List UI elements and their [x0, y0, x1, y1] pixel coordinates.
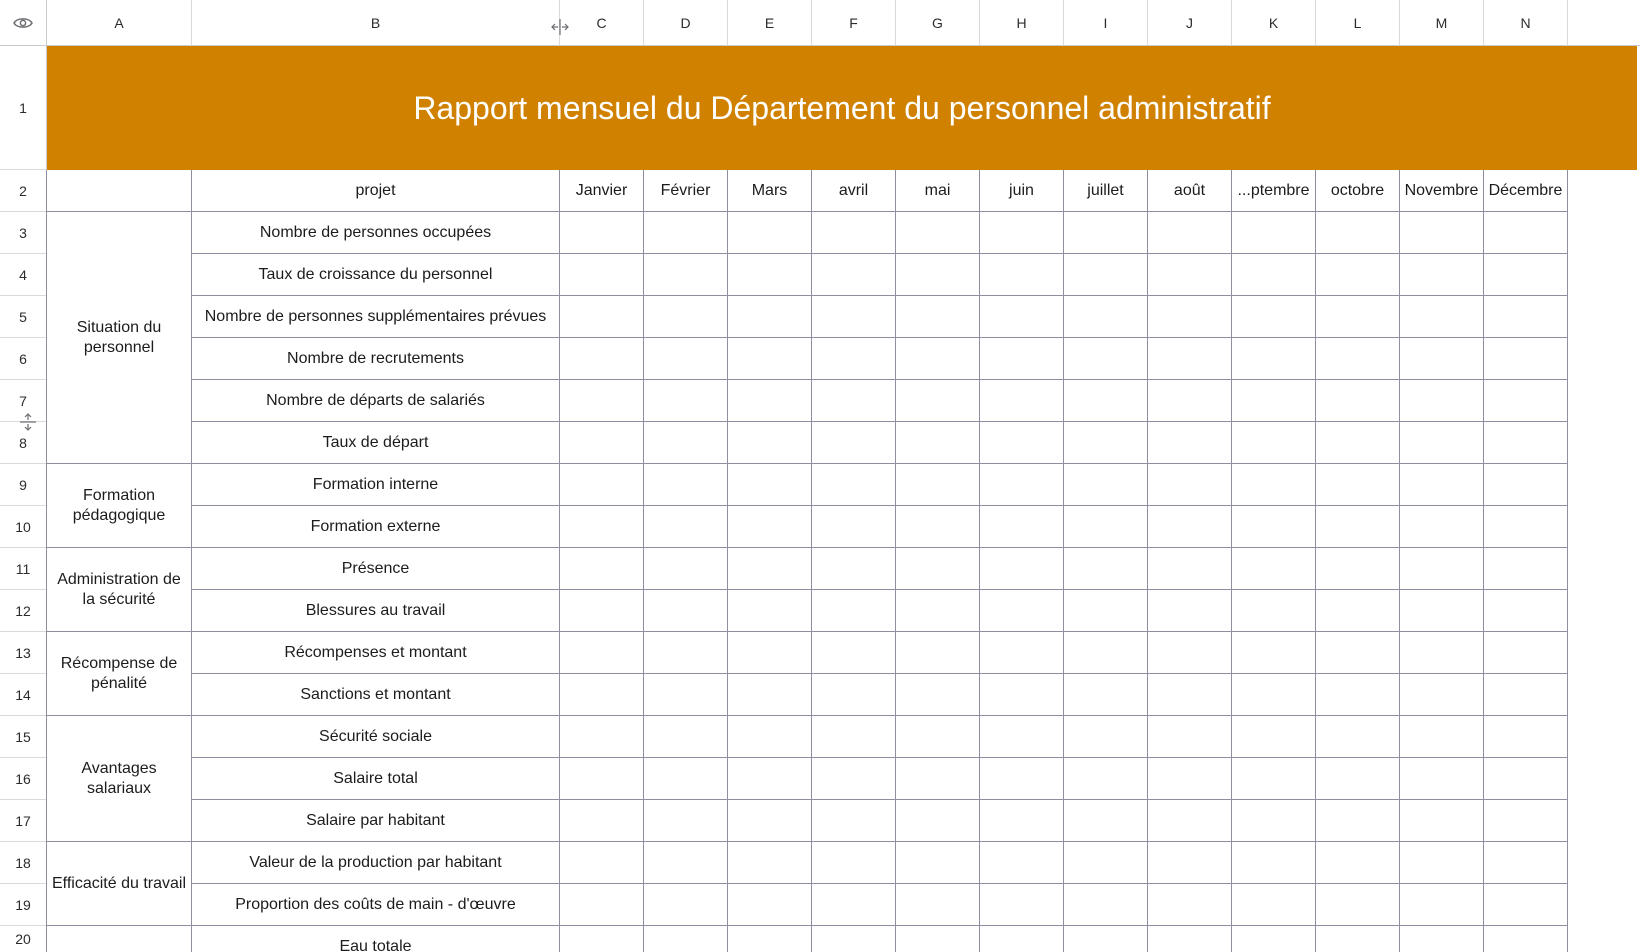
data-cell[interactable]: [1484, 212, 1568, 254]
column-header-i[interactable]: I: [1064, 0, 1148, 46]
data-cell[interactable]: [980, 590, 1064, 632]
data-cell[interactable]: [896, 716, 980, 758]
data-cell[interactable]: [812, 842, 896, 884]
cell-month-juillet[interactable]: juillet: [1064, 170, 1148, 212]
row-header-8[interactable]: 8: [0, 422, 47, 464]
data-cell[interactable]: [1232, 338, 1316, 380]
data-cell[interactable]: [1232, 716, 1316, 758]
data-cell[interactable]: [896, 632, 980, 674]
data-cell[interactable]: [1484, 758, 1568, 800]
column-header-m[interactable]: M: [1400, 0, 1484, 46]
column-header-b[interactable]: B: [192, 0, 560, 46]
data-cell[interactable]: [1484, 380, 1568, 422]
data-cell[interactable]: [728, 548, 812, 590]
row-header-10[interactable]: 10: [0, 506, 47, 548]
data-cell[interactable]: [896, 506, 980, 548]
data-cell[interactable]: [896, 422, 980, 464]
data-cell[interactable]: [560, 674, 644, 716]
row-header-4[interactable]: 4: [0, 254, 47, 296]
data-cell[interactable]: [980, 254, 1064, 296]
data-cell[interactable]: [1064, 674, 1148, 716]
data-cell[interactable]: [1148, 380, 1232, 422]
column-header-e[interactable]: E: [728, 0, 812, 46]
data-cell[interactable]: [560, 800, 644, 842]
column-header-filler: [1568, 0, 1640, 46]
data-cell[interactable]: [980, 506, 1064, 548]
data-cell[interactable]: [812, 632, 896, 674]
item-cell[interactable]: Salaire par habitant: [192, 800, 560, 842]
row-header-7[interactable]: 7: [0, 380, 47, 422]
data-cell[interactable]: [1064, 842, 1148, 884]
data-cell[interactable]: [1400, 338, 1484, 380]
data-cell[interactable]: [812, 464, 896, 506]
data-cell[interactable]: [896, 212, 980, 254]
data-cell[interactable]: [1148, 758, 1232, 800]
data-cell[interactable]: [1064, 212, 1148, 254]
data-cell[interactable]: [1232, 590, 1316, 632]
column-header-k[interactable]: K: [1232, 0, 1316, 46]
data-cell[interactable]: [1400, 758, 1484, 800]
data-cell[interactable]: [812, 296, 896, 338]
data-cell[interactable]: [560, 212, 644, 254]
row-header-9[interactable]: 9: [0, 464, 47, 506]
data-cell[interactable]: [728, 338, 812, 380]
data-cell[interactable]: [560, 254, 644, 296]
data-cell[interactable]: [1232, 296, 1316, 338]
data-cell[interactable]: [812, 380, 896, 422]
data-cell[interactable]: [812, 884, 896, 926]
group-cell-securite[interactable]: Administration de la sécurité: [47, 548, 192, 632]
data-cell[interactable]: [896, 338, 980, 380]
data-cell[interactable]: [1400, 632, 1484, 674]
data-cell[interactable]: [644, 548, 728, 590]
data-cell[interactable]: [980, 422, 1064, 464]
data-cell[interactable]: [1064, 548, 1148, 590]
data-cell[interactable]: [1232, 674, 1316, 716]
data-cell[interactable]: [812, 254, 896, 296]
data-cell[interactable]: [1316, 254, 1400, 296]
data-cell[interactable]: [1148, 422, 1232, 464]
item-cell[interactable]: Récompenses et montant: [192, 632, 560, 674]
group-cell-formation[interactable]: Formation pédagogique: [47, 464, 192, 548]
row-header-19[interactable]: 19: [0, 884, 47, 926]
group-cell-recompense[interactable]: Récompense de pénalité: [47, 632, 192, 716]
data-cell[interactable]: [1232, 842, 1316, 884]
data-cell[interactable]: [980, 674, 1064, 716]
item-cell[interactable]: Sanctions et montant: [192, 674, 560, 716]
data-cell[interactable]: [1316, 758, 1400, 800]
cell-month-septembre[interactable]: ...ptembre: [1232, 170, 1316, 212]
data-cell[interactable]: [812, 758, 896, 800]
data-cell[interactable]: [1064, 716, 1148, 758]
data-cell[interactable]: [644, 800, 728, 842]
data-cell[interactable]: [644, 590, 728, 632]
data-cell[interactable]: [560, 548, 644, 590]
data-cell[interactable]: [980, 296, 1064, 338]
data-cell[interactable]: [1064, 338, 1148, 380]
data-cell[interactable]: [1484, 926, 1568, 952]
data-cell[interactable]: [644, 884, 728, 926]
data-cell[interactable]: [1316, 926, 1400, 952]
data-cell[interactable]: [1064, 800, 1148, 842]
data-cell[interactable]: [1484, 884, 1568, 926]
data-cell[interactable]: [1064, 590, 1148, 632]
data-cell[interactable]: [1148, 254, 1232, 296]
item-cell[interactable]: Proportion des coûts de main - d'œuvre: [192, 884, 560, 926]
column-header-c[interactable]: C: [560, 0, 644, 46]
row-header-13[interactable]: 13: [0, 632, 47, 674]
column-header-f[interactable]: F: [812, 0, 896, 46]
data-cell[interactable]: [644, 464, 728, 506]
data-cell[interactable]: [728, 758, 812, 800]
data-cell[interactable]: [728, 590, 812, 632]
data-cell[interactable]: [644, 632, 728, 674]
data-cell[interactable]: [896, 380, 980, 422]
data-cell[interactable]: [1316, 212, 1400, 254]
data-cell[interactable]: [560, 716, 644, 758]
data-cell[interactable]: [1148, 212, 1232, 254]
item-cell[interactable]: Blessures au travail: [192, 590, 560, 632]
cell-month-juin[interactable]: juin: [980, 170, 1064, 212]
data-cell[interactable]: [560, 296, 644, 338]
data-cell[interactable]: [896, 800, 980, 842]
item-cell[interactable]: Eau totale: [192, 926, 560, 952]
data-cell[interactable]: [1316, 506, 1400, 548]
row-resize-icon[interactable]: [16, 411, 40, 433]
cell-month-avril[interactable]: avril: [812, 170, 896, 212]
data-cell[interactable]: [1232, 926, 1316, 952]
data-cell[interactable]: [1400, 674, 1484, 716]
data-cell[interactable]: [980, 380, 1064, 422]
data-cell[interactable]: [1232, 380, 1316, 422]
data-cell[interactable]: [1148, 506, 1232, 548]
data-cell[interactable]: [728, 926, 812, 952]
data-cell[interactable]: [1316, 338, 1400, 380]
data-cell[interactable]: [1400, 926, 1484, 952]
row-header-6[interactable]: 6: [0, 338, 47, 380]
data-cell[interactable]: [560, 842, 644, 884]
data-cell[interactable]: [1400, 212, 1484, 254]
data-cell[interactable]: [1316, 842, 1400, 884]
data-cell[interactable]: [1148, 632, 1232, 674]
data-cell[interactable]: [1400, 716, 1484, 758]
data-cell[interactable]: [1148, 464, 1232, 506]
column-header-l[interactable]: L: [1316, 0, 1400, 46]
data-cell[interactable]: [1400, 422, 1484, 464]
data-cell[interactable]: [1400, 254, 1484, 296]
data-cell[interactable]: [812, 674, 896, 716]
data-cell[interactable]: [1484, 716, 1568, 758]
data-cell[interactable]: [560, 380, 644, 422]
data-cell[interactable]: [1232, 800, 1316, 842]
row-header-1[interactable]: 1: [0, 46, 47, 170]
data-cell[interactable]: [1316, 422, 1400, 464]
data-cell[interactable]: [1316, 800, 1400, 842]
data-cell[interactable]: [896, 254, 980, 296]
data-cell[interactable]: [1148, 800, 1232, 842]
row-header-3[interactable]: 3: [0, 212, 47, 254]
cell-month-janvier[interactable]: Janvier: [560, 170, 644, 212]
group-cell-situation[interactable]: Situation du personnel: [47, 212, 192, 464]
data-cell[interactable]: [560, 758, 644, 800]
data-cell[interactable]: [1484, 632, 1568, 674]
data-cell[interactable]: [812, 506, 896, 548]
data-cell[interactable]: [980, 884, 1064, 926]
column-header-a[interactable]: A: [47, 0, 192, 46]
select-all-corner[interactable]: [0, 0, 47, 46]
data-cell[interactable]: [1148, 590, 1232, 632]
data-cell[interactable]: [812, 338, 896, 380]
data-cell[interactable]: [1064, 254, 1148, 296]
data-cell[interactable]: [644, 926, 728, 952]
row-header-15[interactable]: 15: [0, 716, 47, 758]
data-cell[interactable]: [644, 842, 728, 884]
data-cell[interactable]: [1316, 548, 1400, 590]
cell-month-mars[interactable]: Mars: [728, 170, 812, 212]
data-cell[interactable]: [1316, 884, 1400, 926]
data-cell[interactable]: [560, 464, 644, 506]
cell-month-decembre[interactable]: Décembre: [1484, 170, 1568, 212]
data-cell[interactable]: [1232, 548, 1316, 590]
data-cell[interactable]: [1232, 632, 1316, 674]
data-cell[interactable]: [644, 254, 728, 296]
data-cell[interactable]: [1064, 296, 1148, 338]
data-cell[interactable]: [1484, 548, 1568, 590]
data-cell[interactable]: [980, 212, 1064, 254]
data-cell[interactable]: [1232, 422, 1316, 464]
data-cell[interactable]: [728, 464, 812, 506]
cell-a20[interactable]: [47, 926, 192, 952]
data-cell[interactable]: [1064, 464, 1148, 506]
item-cell[interactable]: Taux de croissance du personnel: [192, 254, 560, 296]
data-cell[interactable]: [896, 590, 980, 632]
cell-month-fevrier[interactable]: Février: [644, 170, 728, 212]
row-header-20[interactable]: 20: [0, 926, 47, 952]
data-cell[interactable]: [1232, 212, 1316, 254]
data-cell[interactable]: [896, 842, 980, 884]
data-cell[interactable]: [644, 422, 728, 464]
cell-a2[interactable]: [47, 170, 192, 212]
data-cell[interactable]: [560, 422, 644, 464]
column-resize-icon[interactable]: [548, 16, 572, 38]
data-cell[interactable]: [1400, 590, 1484, 632]
data-cell[interactable]: [1484, 422, 1568, 464]
data-cell[interactable]: [1232, 506, 1316, 548]
data-cell[interactable]: [1064, 758, 1148, 800]
data-cell[interactable]: [1400, 296, 1484, 338]
data-cell[interactable]: [1316, 632, 1400, 674]
data-cell[interactable]: [896, 674, 980, 716]
data-cell[interactable]: [1232, 884, 1316, 926]
data-cell[interactable]: [1316, 716, 1400, 758]
column-header-n[interactable]: N: [1484, 0, 1568, 46]
column-header-j[interactable]: J: [1148, 0, 1232, 46]
data-cell[interactable]: [1148, 296, 1232, 338]
data-cell[interactable]: [980, 548, 1064, 590]
data-cell[interactable]: [1484, 254, 1568, 296]
data-cell[interactable]: [1148, 926, 1232, 952]
data-cell[interactable]: [1232, 464, 1316, 506]
item-cell[interactable]: Formation interne: [192, 464, 560, 506]
group-cell-avantages[interactable]: Avantages salariaux: [47, 716, 192, 842]
item-cell[interactable]: Salaire total: [192, 758, 560, 800]
data-cell[interactable]: [560, 884, 644, 926]
data-cell[interactable]: [644, 506, 728, 548]
data-cell[interactable]: [1148, 884, 1232, 926]
row-header-17[interactable]: 17: [0, 800, 47, 842]
data-cell[interactable]: [980, 758, 1064, 800]
data-cell[interactable]: [896, 296, 980, 338]
data-cell[interactable]: [1064, 926, 1148, 952]
data-cell[interactable]: [560, 926, 644, 952]
data-cell[interactable]: [1148, 338, 1232, 380]
data-cell[interactable]: [980, 632, 1064, 674]
item-cell[interactable]: Nombre de personnes supplémentaires prévues: [192, 296, 560, 338]
cell-projet-header[interactable]: projet: [192, 170, 560, 212]
data-cell[interactable]: [1148, 674, 1232, 716]
data-cell[interactable]: [1232, 254, 1316, 296]
data-cell[interactable]: [728, 506, 812, 548]
data-cell[interactable]: [728, 800, 812, 842]
data-cell[interactable]: [1316, 590, 1400, 632]
column-header-g[interactable]: G: [896, 0, 980, 46]
data-cell[interactable]: [812, 926, 896, 952]
cell-month-octobre[interactable]: octobre: [1316, 170, 1400, 212]
data-cell[interactable]: [812, 590, 896, 632]
data-cell[interactable]: [1064, 884, 1148, 926]
row-header-11[interactable]: 11: [0, 548, 47, 590]
data-cell[interactable]: [980, 842, 1064, 884]
data-cell[interactable]: [1400, 842, 1484, 884]
item-cell[interactable]: Nombre de départs de salariés: [192, 380, 560, 422]
row-header-16[interactable]: 16: [0, 758, 47, 800]
data-cell[interactable]: [1484, 800, 1568, 842]
data-cell[interactable]: [896, 464, 980, 506]
data-cell[interactable]: [560, 632, 644, 674]
data-cell[interactable]: [644, 380, 728, 422]
data-cell[interactable]: [812, 548, 896, 590]
data-cell[interactable]: [1400, 800, 1484, 842]
data-cell[interactable]: [1400, 464, 1484, 506]
data-cell[interactable]: [1232, 758, 1316, 800]
column-header-h[interactable]: H: [980, 0, 1064, 46]
data-cell[interactable]: [1484, 842, 1568, 884]
item-cell[interactable]: Sécurité sociale: [192, 716, 560, 758]
data-cell[interactable]: [812, 800, 896, 842]
data-cell[interactable]: [728, 254, 812, 296]
item-cell[interactable]: Présence: [192, 548, 560, 590]
report-title-cell[interactable]: Rapport mensuel du Département du personnel administratif: [47, 46, 1637, 170]
item-cell[interactable]: Taux de départ: [192, 422, 560, 464]
data-cell[interactable]: [1400, 506, 1484, 548]
data-cell[interactable]: [1064, 506, 1148, 548]
data-cell[interactable]: [980, 338, 1064, 380]
data-cell[interactable]: [1148, 716, 1232, 758]
row-header-2[interactable]: 2: [0, 170, 47, 212]
data-cell[interactable]: [896, 548, 980, 590]
data-cell[interactable]: [1400, 548, 1484, 590]
data-cell[interactable]: [896, 926, 980, 952]
data-cell[interactable]: [812, 212, 896, 254]
row-header-18[interactable]: 18: [0, 842, 47, 884]
data-cell[interactable]: [1400, 884, 1484, 926]
data-cell[interactable]: [560, 590, 644, 632]
data-cell[interactable]: [980, 716, 1064, 758]
data-cell[interactable]: [812, 716, 896, 758]
data-cell[interactable]: [1484, 506, 1568, 548]
data-cell[interactable]: [1064, 380, 1148, 422]
data-cell[interactable]: [1484, 296, 1568, 338]
row-header-14[interactable]: 14: [0, 674, 47, 716]
item-cell[interactable]: Nombre de recrutements: [192, 338, 560, 380]
data-cell[interactable]: [728, 884, 812, 926]
item-cell[interactable]: Formation externe: [192, 506, 560, 548]
cell-month-aout[interactable]: août: [1148, 170, 1232, 212]
data-cell[interactable]: [728, 296, 812, 338]
cell-month-mai[interactable]: mai: [896, 170, 980, 212]
data-cell[interactable]: [1400, 380, 1484, 422]
data-cell[interactable]: [1064, 632, 1148, 674]
data-cell[interactable]: [644, 338, 728, 380]
data-cell[interactable]: [1148, 548, 1232, 590]
data-cell[interactable]: [728, 380, 812, 422]
data-cell[interactable]: [1064, 422, 1148, 464]
data-cell[interactable]: [1148, 842, 1232, 884]
data-cell[interactable]: [644, 212, 728, 254]
data-cell[interactable]: [1484, 590, 1568, 632]
data-cell[interactable]: [896, 884, 980, 926]
group-cell-efficacite[interactable]: Efficacité du travail: [47, 842, 192, 926]
data-cell[interactable]: [560, 338, 644, 380]
data-cell[interactable]: [1316, 296, 1400, 338]
data-cell[interactable]: [896, 758, 980, 800]
data-cell[interactable]: [1484, 464, 1568, 506]
column-header-d[interactable]: D: [644, 0, 728, 46]
data-cell[interactable]: [644, 716, 728, 758]
item-cell[interactable]: Valeur de la production par habitant: [192, 842, 560, 884]
data-cell[interactable]: [560, 506, 644, 548]
data-cell[interactable]: [644, 296, 728, 338]
data-cell[interactable]: [728, 422, 812, 464]
data-cell[interactable]: [728, 674, 812, 716]
data-cell[interactable]: [644, 758, 728, 800]
data-cell[interactable]: [728, 716, 812, 758]
data-cell[interactable]: [1484, 674, 1568, 716]
data-cell[interactable]: [980, 926, 1064, 952]
row-header-5[interactable]: 5: [0, 296, 47, 338]
data-cell[interactable]: [1316, 674, 1400, 716]
row-header-12[interactable]: 12: [0, 590, 47, 632]
item-cell[interactable]: Nombre de personnes occupées: [192, 212, 560, 254]
data-cell[interactable]: [728, 212, 812, 254]
data-cell[interactable]: [1484, 338, 1568, 380]
data-cell[interactable]: [980, 464, 1064, 506]
data-cell[interactable]: [812, 422, 896, 464]
data-cell[interactable]: [980, 800, 1064, 842]
data-cell[interactable]: [728, 842, 812, 884]
data-cell[interactable]: [1316, 464, 1400, 506]
eye-icon[interactable]: [13, 16, 33, 30]
data-cell[interactable]: [644, 674, 728, 716]
cell-month-novembre[interactable]: Novembre: [1400, 170, 1484, 212]
data-cell[interactable]: [728, 632, 812, 674]
data-cell[interactable]: [1316, 380, 1400, 422]
